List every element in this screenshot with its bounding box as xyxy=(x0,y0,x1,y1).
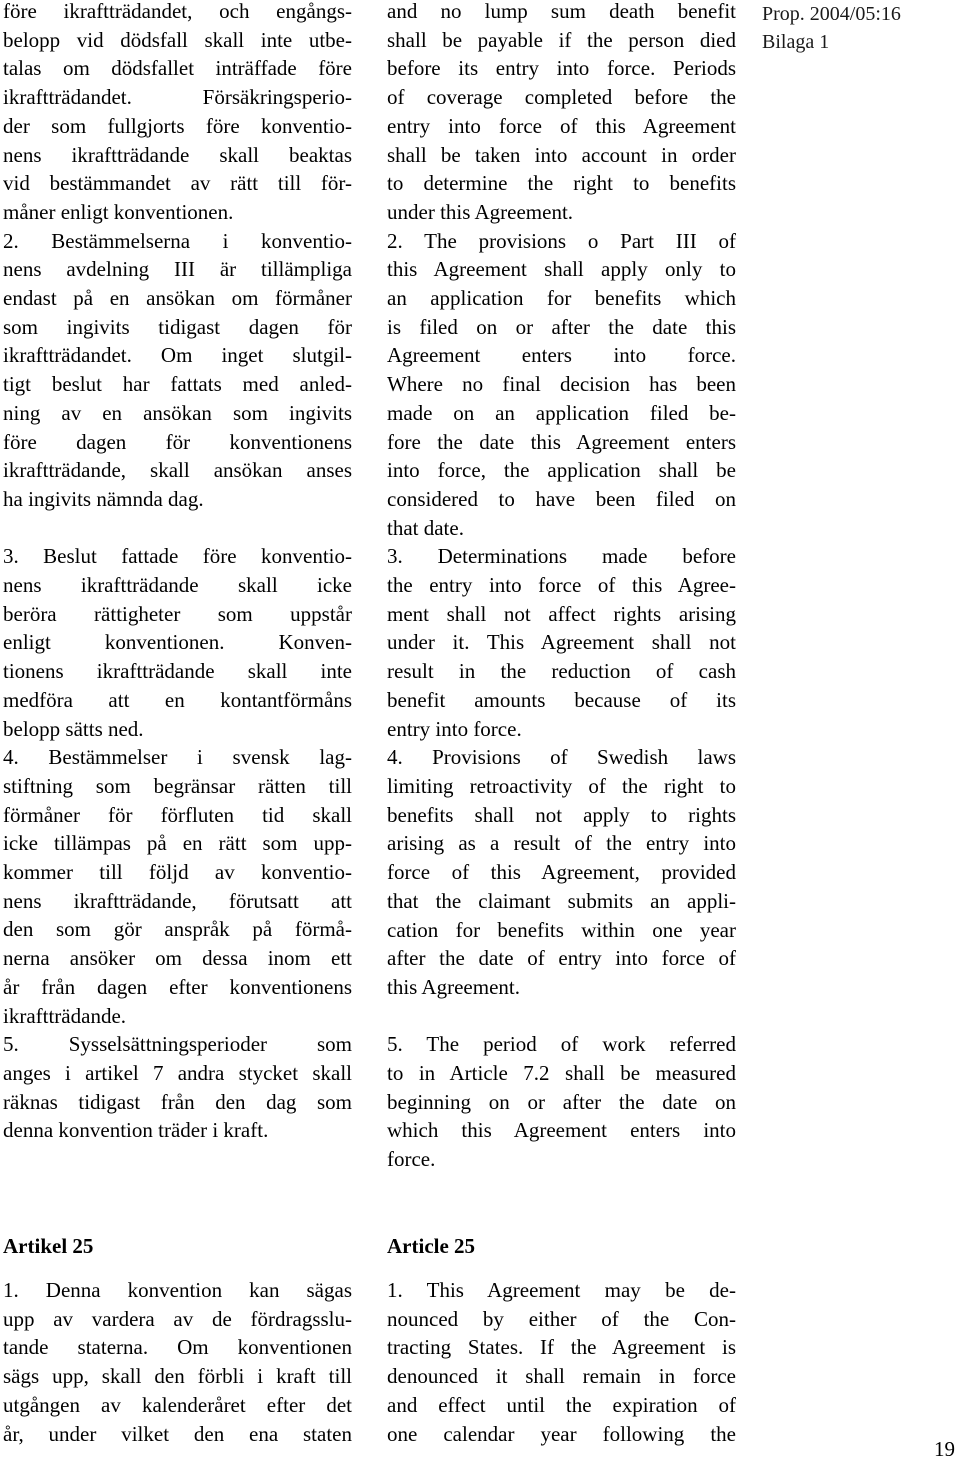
text-line: endast på en ansökan om förmåner xyxy=(3,286,352,311)
text-line: the entry into force of this Agree- xyxy=(387,573,736,598)
text-line: före ikraftträdandet, och engångs- xyxy=(3,0,352,23)
text-line: 1. This Agreement may be de- xyxy=(387,1278,736,1302)
text-line: nens ikraftträdande, förutsatt att xyxy=(3,888,352,913)
paragraph-gap xyxy=(3,514,352,543)
article-heading-english: Article 25 xyxy=(387,1234,476,1258)
text-line: tande staterna. Om konventionen xyxy=(3,1335,352,1360)
text-line: 2. Bestämmelserna i konventio- xyxy=(3,228,352,253)
page-number: 19 xyxy=(934,1437,955,1461)
text-line: ning av en ansökan som ingivits xyxy=(3,400,352,425)
text-line: måner enligt konventionen. xyxy=(3,199,234,224)
text-line: beröra rättigheter som uppstår xyxy=(3,601,352,626)
text-line: anges i artikel 7 andra stycket skall xyxy=(3,1061,352,1085)
text-line: and no lump sum death benefit xyxy=(387,0,736,23)
text-line: belopp vid dödsfall skall inte utbe- xyxy=(3,27,352,52)
text-line: shall be payable if the person died xyxy=(387,27,736,52)
text-line: förmåner för förfluten tid skall xyxy=(3,802,352,827)
text-line: an application for benefits which xyxy=(387,286,736,311)
text-line: belopp sätts ned. xyxy=(3,716,144,741)
text-line: before its entry into force. Periods xyxy=(387,56,736,81)
text-line: denna konvention träder i kraft. xyxy=(3,1118,269,1143)
english-text-column xyxy=(387,0,736,1174)
text-line: 5. The period of work referred xyxy=(387,1032,736,1057)
text-line: denounced it shall remain in force xyxy=(387,1364,736,1389)
text-line: force. xyxy=(387,1147,436,1172)
text-line: made on an application filed be- xyxy=(387,400,736,425)
article-heading-swedish: Artikel 25 xyxy=(3,1234,94,1258)
text-line: force of this Agreement, provided xyxy=(387,860,736,885)
text-line: 1. Denna konvention kan sägas xyxy=(3,1278,352,1302)
text-line: 2. The provisions o Part III of xyxy=(387,228,736,253)
text-line: 3. Beslut fattade före konventio- xyxy=(3,544,352,569)
text-line: Where no final decision has been xyxy=(387,372,736,397)
text-line: icke tillämpas på en rätt som upp- xyxy=(3,831,352,856)
swedish-text-column xyxy=(3,0,352,1145)
text-line: benefits shall not apply to rights xyxy=(387,802,736,827)
text-line: ikraftträdandet. Försäkringsperio- xyxy=(3,85,352,110)
text-line: sägs upp, skall den förbli i kraft till xyxy=(3,1364,352,1389)
text-line: after the date of entry into force of xyxy=(387,946,736,971)
text-line: nerna ansöker om dessa inom ett xyxy=(3,946,352,971)
text-line: result in the reduction of cash xyxy=(387,659,736,684)
text-line: ikraftträdandet. Om inget slutgil- xyxy=(3,343,352,368)
text-line: tionens ikraftträdande skall inte xyxy=(3,659,352,684)
text-line: to in Article 7.2 shall be measured xyxy=(387,1061,736,1085)
article-text-english xyxy=(387,1276,736,1448)
text-line: to determine the right to benefits xyxy=(387,171,736,196)
text-line: år från dagen efter konventionens xyxy=(3,974,352,999)
text-line: which this Agreement enters into xyxy=(387,1118,736,1143)
proposition-number: Prop. 2004/05:16 xyxy=(762,3,901,25)
text-line: entry into force of this Agreement xyxy=(387,113,736,138)
text-line: one calendar year following the xyxy=(387,1421,736,1446)
text-line: Agreement enters into force. xyxy=(387,343,736,368)
text-line: is filed on or after the date this xyxy=(387,314,736,339)
text-line: utgången av kalenderåret efter det xyxy=(3,1392,352,1417)
text-line: nens avdelning III är tillämpliga xyxy=(3,257,352,282)
text-line: fore the date this Agreement enters xyxy=(387,429,736,454)
text-line: som ingivits tidigast dagen för xyxy=(3,314,352,339)
text-line: into force, the application shall be xyxy=(387,458,736,483)
text-line: under it. This Agreement shall not xyxy=(387,630,736,655)
paragraph-gap xyxy=(387,1002,736,1031)
text-line: nens ikraftträdande skall icke xyxy=(3,573,352,598)
document-reference xyxy=(762,0,901,56)
text-line: tigt beslut har fattats med anled- xyxy=(3,372,352,397)
text-line: cation for benefits within one year xyxy=(387,917,736,942)
text-line: före dagen för konventionens xyxy=(3,429,352,454)
text-line: that date. xyxy=(387,515,464,540)
text-line: shall be taken into account in order xyxy=(387,142,736,167)
text-line: that the claimant submits an appli- xyxy=(387,888,736,913)
text-line: nounced by either of the Con- xyxy=(387,1306,736,1331)
text-line: ha ingivits nämnda dag. xyxy=(3,486,204,511)
text-line: räknas tidigast från den dag som xyxy=(3,1089,352,1114)
text-line: beginning on or after the date on xyxy=(387,1089,736,1114)
text-line: den som gör anspråk på förmå- xyxy=(3,917,352,942)
text-line: tracting States. If the Agreement is xyxy=(387,1335,736,1360)
text-line: entry into force. xyxy=(387,716,522,741)
appendix-label: Bilaga 1 xyxy=(762,31,830,53)
text-line: benefit amounts because of its xyxy=(387,687,736,712)
text-line: considered to have been filed on xyxy=(387,486,736,511)
text-line: upp av vardera av de fördragsslu- xyxy=(3,1306,352,1331)
text-line: år, under vilket den ena staten xyxy=(3,1421,352,1446)
article-text-swedish xyxy=(3,1276,352,1448)
text-line: medföra att en kontantförmåns xyxy=(3,687,352,712)
text-line: 5. Sysselsättningsperioder som xyxy=(3,1032,352,1057)
text-line: ikraftträdande, skall ansökan anses xyxy=(3,458,352,483)
text-line: ikraftträdande. xyxy=(3,1003,127,1028)
text-line: enligt konventionen. Konven- xyxy=(3,630,352,655)
text-line: and effect until the expiration of xyxy=(387,1392,736,1417)
text-line: limiting retroactivity of the right to xyxy=(387,773,736,798)
text-line: arising as a result of the entry into xyxy=(387,831,736,856)
text-line: 4. Bestämmelser i svensk lag- xyxy=(3,745,352,770)
text-line: der som fullgjorts före konventio- xyxy=(3,113,352,138)
text-line: nens ikraftträdande skall beaktas xyxy=(3,142,352,167)
text-line: of coverage completed before the xyxy=(387,85,736,110)
text-line: talas om dödsfallet inträffade före xyxy=(3,56,352,81)
text-line: vid bestämmandet av rätt till för- xyxy=(3,171,352,196)
text-line: stiftning som begränsar rätten till xyxy=(3,773,352,798)
text-line: 3. Determinations made before xyxy=(387,544,736,569)
text-line: this Agreement. xyxy=(387,974,520,999)
text-line: this Agreement shall apply only to xyxy=(387,257,736,282)
text-line: kommer till följd av konventio- xyxy=(3,860,352,885)
text-line: ment shall not affect rights arising xyxy=(387,601,736,626)
text-line: 4. Provisions of Swedish laws xyxy=(387,745,736,770)
text-line: under this Agreement. xyxy=(387,199,574,224)
